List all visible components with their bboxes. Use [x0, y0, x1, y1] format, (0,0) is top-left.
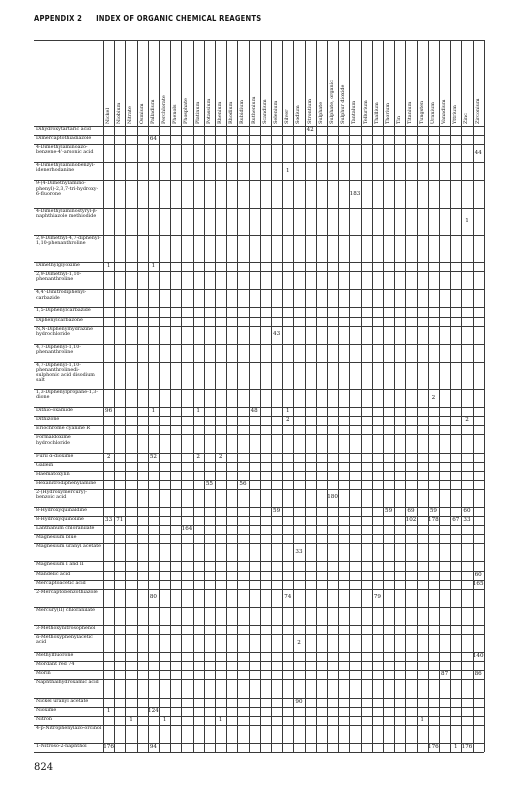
- cell-value: 48: [250, 408, 258, 415]
- column-header: [250, 42, 259, 124]
- row-label: Dimercaptothiadiazole: [36, 136, 92, 142]
- cell-value: 2: [286, 417, 290, 424]
- row-label: Furil α-dioxime: [36, 453, 74, 459]
- column-header-label: Rhenium: [217, 101, 223, 124]
- cell-value: 1: [162, 716, 167, 723]
- column-rule: [125, 40, 126, 752]
- cell-value: 79: [373, 594, 381, 601]
- cell-value: 2: [297, 639, 301, 646]
- column-rule: [260, 40, 261, 752]
- cell-value: 140: [472, 653, 484, 660]
- row-label: Dimethylglyoxime: [36, 263, 80, 269]
- row-label: 2-Mercaptobenzothiazole: [36, 589, 98, 595]
- column-rule: [103, 40, 104, 752]
- column-header: [462, 42, 471, 124]
- column-header: [451, 42, 460, 124]
- column-header-label: Tellurium: [362, 100, 369, 124]
- column-header-label: Selenium: [273, 100, 279, 124]
- cell-value: 2: [465, 417, 469, 424]
- column-header: [328, 42, 337, 124]
- column-rule: [282, 40, 283, 752]
- row-label: N,N-Diphenylhydrazine hydrochloride: [36, 326, 93, 337]
- cell-value: 178: [428, 517, 439, 524]
- row-label: 4-p-Nitrophenylazo-orcinol: [36, 725, 102, 731]
- column-rule: [316, 40, 317, 752]
- row-label: 4,7-Diphenyl-1,10-phenanthroline: [36, 344, 81, 355]
- column-header-label: Tin: [396, 116, 403, 124]
- column-rule: [405, 40, 406, 752]
- row-label: Magnesium I and II: [36, 562, 84, 568]
- column-header-label: Phenols: [172, 104, 179, 124]
- cell-value: 1: [151, 263, 156, 270]
- column-header-label: Sulphur dioxide: [340, 84, 347, 124]
- column-rule: [461, 40, 462, 752]
- column-header-label: Scandium: [261, 99, 268, 124]
- row-label: 2-(Hydroxymercury)-benzoic acid: [36, 489, 88, 501]
- cell-value: 43: [273, 331, 281, 338]
- column-rule: [450, 40, 451, 752]
- column-header: [429, 42, 438, 124]
- row-label: Dithizone: [36, 417, 60, 423]
- row-label: Lanthanum chloranilate: [36, 526, 95, 532]
- column-header: [261, 42, 270, 124]
- cell-value: 44: [474, 149, 482, 156]
- cell-value: 1: [420, 716, 424, 723]
- column-rule: [137, 40, 138, 752]
- row-label: Mandelic acid: [36, 571, 71, 577]
- cell-value: 60: [463, 508, 471, 515]
- column-header: [205, 42, 214, 124]
- cell-value: 2: [196, 453, 200, 460]
- column-rule: [327, 40, 328, 752]
- cell-value: 74: [284, 594, 292, 601]
- cell-value: 164: [181, 526, 193, 533]
- row-label: Nioxime: [36, 707, 57, 713]
- cell-value: 165: [472, 580, 484, 587]
- row-label: Naphthalhydroxamic acid: [36, 680, 99, 686]
- column-header: [440, 42, 449, 124]
- column-header: [194, 42, 203, 124]
- cell-value: 183: [349, 190, 361, 197]
- row-label: Gallein: [36, 462, 54, 468]
- column-header: [115, 42, 124, 124]
- cell-value: 180: [327, 494, 338, 501]
- row-label: Magnesium blue: [36, 535, 77, 541]
- column-rule: [148, 40, 149, 752]
- row-label: Formaldoxime hydrochloride: [36, 435, 71, 446]
- row-label: Nickel uranyl acetate: [36, 698, 89, 704]
- cell-value: 64: [149, 136, 157, 143]
- column-header-label: Sulphate, organic: [329, 79, 335, 124]
- cell-value: 55: [205, 480, 213, 487]
- column-header-label: Nickel: [105, 107, 111, 124]
- column-header-label: Osmium: [138, 103, 145, 124]
- column-header-label: Thorium: [385, 102, 391, 124]
- column-rule: [361, 40, 362, 752]
- cell-value: 69: [407, 508, 415, 515]
- column-header-label: Thallium: [373, 102, 380, 124]
- row-label: Eriochrome cyanine R: [36, 426, 91, 432]
- row-label: 1,3-Diphenylpropane-1,3-dione: [36, 390, 98, 401]
- column-rule: [237, 40, 238, 752]
- cell-value: 1: [106, 707, 111, 714]
- column-header: [216, 42, 225, 124]
- column-header-label: Perchlorate: [161, 95, 167, 124]
- column-header: [384, 42, 393, 124]
- index-title: INDEX OF ORGANIC CHEMICAL REAGENTS: [96, 14, 262, 24]
- column-header: [160, 42, 169, 124]
- cell-value: 1: [129, 716, 133, 723]
- column-rule: [204, 40, 205, 752]
- row-label: Magnesium uranyl acetate: [36, 544, 101, 550]
- cell-value: 1: [286, 167, 290, 174]
- column-header: [474, 42, 483, 124]
- cell-value: 59: [429, 508, 437, 515]
- column-header: [339, 42, 348, 124]
- row-label: Hexanitrodiphenylamine: [36, 480, 97, 486]
- column-rule: [249, 40, 250, 752]
- column-header-label: Nitrate: [127, 106, 134, 124]
- row-label: Diphenylcarbazone: [36, 317, 83, 323]
- row-label: 1-Nitroso-2-naphthol: [36, 743, 87, 749]
- column-header: [182, 42, 191, 124]
- column-rule: [181, 40, 182, 752]
- column-header: [395, 42, 404, 124]
- column-rule: [193, 40, 194, 752]
- row-label: 4-Dimethylaminoazo-benzene-4'-arsonic acid: [36, 145, 94, 156]
- row-label: Nitron: [36, 716, 52, 722]
- column-header-label: Zinc: [463, 113, 470, 124]
- cell-value: 2: [431, 394, 436, 401]
- row-label: Morin: [36, 671, 51, 677]
- cell-value: 1: [465, 217, 469, 224]
- column-header-label: Silver: [284, 109, 291, 124]
- row-label: 8-Hydroxyquinaldine: [36, 508, 87, 514]
- cell-value: 33: [463, 517, 471, 524]
- column-rule: [338, 40, 339, 752]
- cell-value: 33: [295, 548, 303, 555]
- page-number: 824: [34, 762, 54, 773]
- cell-value: 86: [474, 671, 482, 678]
- column-header-label: Niobium: [116, 102, 123, 124]
- column-header-label: Potassium: [205, 98, 212, 124]
- column-rule: [159, 40, 160, 752]
- cell-value: 56: [239, 480, 247, 487]
- column-header: [373, 42, 382, 124]
- row-label: 4-Dimethylaminobenzyl-idenerhodanine: [36, 163, 96, 174]
- column-header-label: Ruthenium: [250, 96, 257, 124]
- cell-value: 176: [461, 743, 473, 750]
- cell-value: 33: [105, 517, 113, 524]
- column-header: [306, 42, 315, 124]
- cell-value: 52: [149, 453, 157, 460]
- cell-value: 1: [196, 408, 200, 415]
- column-rule: [484, 40, 485, 752]
- column-header-label: Rhodium: [228, 101, 235, 124]
- row-rule: [34, 752, 484, 753]
- column-header-label: Sulphate: [317, 101, 324, 124]
- column-header: [227, 42, 236, 124]
- cell-value: 124: [148, 707, 159, 714]
- cell-value: 59: [385, 508, 393, 515]
- column-header: [283, 42, 292, 124]
- row-label: 3-Methoxynitrosophenol: [36, 625, 96, 631]
- row-label: 4,4'-Dinitrodiphenyl-carbazide: [36, 290, 87, 301]
- column-header: [171, 42, 180, 124]
- row-label: Mercury(II) chloranilate: [36, 607, 96, 613]
- column-header: [350, 42, 359, 124]
- row-label: 4-Dimethylaminostyryl-β-naphthiazole methiodide: [36, 208, 98, 219]
- column-header-label: Palladium: [149, 99, 156, 124]
- row-label: Mercaptoacetic acid: [36, 580, 86, 586]
- cell-value: 102: [405, 517, 417, 524]
- cell-value: 87: [441, 671, 449, 678]
- column-header-label: Tantalum: [351, 100, 358, 124]
- cell-value: 60: [474, 571, 482, 578]
- column-rule: [114, 40, 115, 752]
- column-header-label: Titanium: [407, 101, 414, 124]
- column-header-label: Vanadium: [441, 99, 447, 124]
- column-header: [138, 42, 147, 124]
- column-header: [317, 42, 326, 124]
- column-rule: [383, 40, 384, 752]
- cell-value: 59: [273, 508, 281, 515]
- cell-value: 2: [218, 453, 223, 460]
- cell-value: 96: [105, 408, 113, 415]
- column-rule: [305, 40, 306, 752]
- column-rule: [271, 40, 272, 752]
- row-label: 4,7-Diphenyl-1,10-phenanthrolinedi-sulphonic acid disodium salt: [36, 362, 95, 384]
- cell-value: 90: [295, 698, 303, 705]
- cell-value: 1: [286, 408, 290, 415]
- column-header: [294, 42, 303, 124]
- row-label: 1,5-Diphenylcarbazide: [36, 308, 91, 314]
- column-header: [272, 42, 281, 124]
- row-label: 9-(4-Dimethylamino-phenyl)-2,3,7-tri-hydroxy-6-fluorone: [36, 181, 99, 197]
- row-label: 2,9-Dimethyl-4,7-diphenyl-1,10-phenanthroline: [36, 235, 101, 247]
- column-header-label: Yttrium: [452, 105, 459, 124]
- cell-value: 176: [428, 743, 439, 750]
- cell-value: 80: [149, 594, 157, 601]
- column-header: [238, 42, 247, 124]
- column-header: [418, 42, 427, 124]
- cell-value: 2: [106, 453, 111, 460]
- column-header-label: Tungsten: [418, 100, 425, 124]
- row-label: Mordant red 74: [36, 662, 75, 668]
- column-rule: [473, 40, 474, 752]
- column-rule: [372, 40, 373, 752]
- row-label: 2,9-Dimethyl-1,10-phenanthroline: [36, 272, 82, 283]
- row-label: Dithio-oxamide: [36, 408, 73, 414]
- column-header: [362, 42, 371, 124]
- row-label: Methylfluorone: [36, 653, 74, 659]
- column-rule: [226, 40, 227, 752]
- appendix-label: APPENDIX 2: [34, 14, 83, 24]
- column-rule: [170, 40, 171, 752]
- cell-value: 1: [106, 263, 111, 270]
- column-rule: [417, 40, 418, 752]
- cell-value: 67: [452, 517, 460, 524]
- column-header: [149, 42, 158, 124]
- column-header-label: Strontium: [306, 98, 313, 124]
- column-rule: [394, 40, 395, 752]
- cell-value: 176: [103, 743, 114, 750]
- row-label: 8-Hydroxyquinoline: [36, 517, 84, 523]
- column-header: [126, 42, 135, 124]
- column-rule: [215, 40, 216, 752]
- cell-value: 94: [149, 743, 157, 750]
- column-header: [104, 42, 113, 124]
- column-header: [406, 42, 415, 124]
- row-label: α-Methoxyphenylacetic acid: [36, 635, 93, 646]
- cell-value: 42: [306, 127, 314, 134]
- column-header-label: Uranium: [429, 102, 436, 124]
- cell-value: 1: [151, 408, 156, 415]
- column-header-label: Rubidium: [239, 99, 246, 124]
- column-header-label: Sodium: [295, 105, 302, 124]
- column-rule: [349, 40, 350, 752]
- column-header-label: Phosphate: [183, 98, 190, 124]
- cell-value: 1: [454, 743, 458, 750]
- cell-value: 1: [218, 716, 223, 723]
- column-header-label: Platinum: [194, 101, 201, 124]
- column-header-label: Zirconium: [474, 98, 481, 124]
- column-rule: [439, 40, 440, 752]
- cell-value: 71: [116, 517, 124, 524]
- row-label: Haematoxylin: [36, 471, 70, 477]
- row-label: Dihydroxytartaric acid: [36, 127, 91, 132]
